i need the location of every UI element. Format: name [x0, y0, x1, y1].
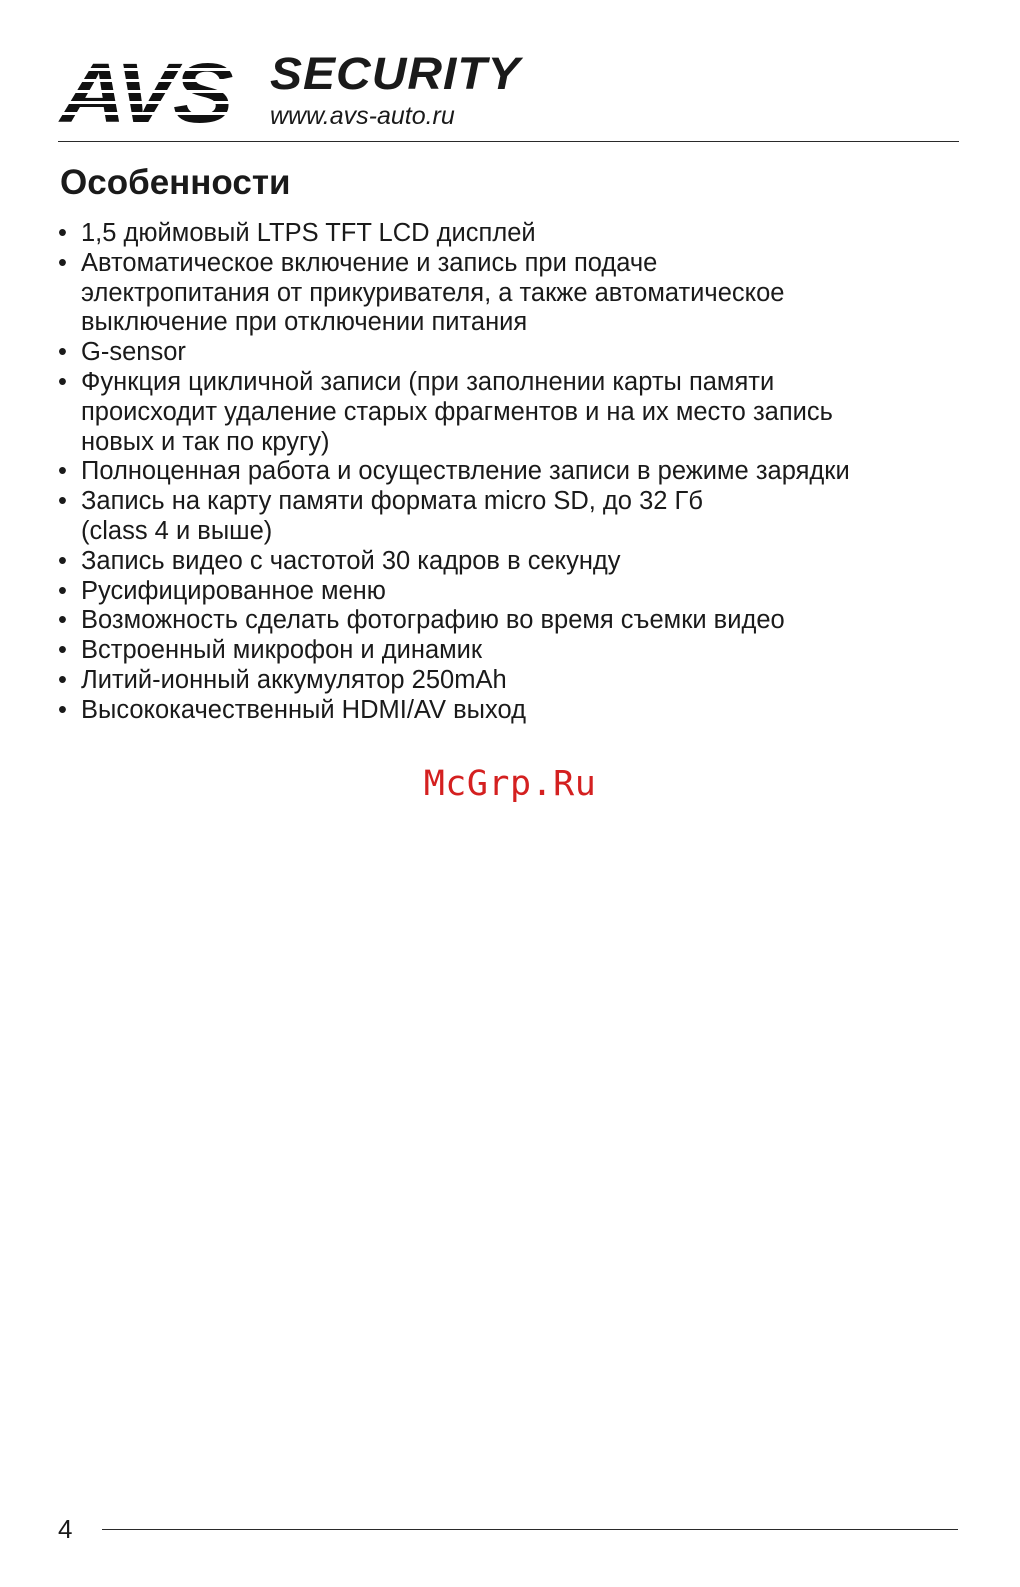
- list-item-text: G-sensor: [81, 338, 186, 367]
- list-item-text: новых и так по кругу): [81, 427, 330, 456]
- header-divider: [58, 141, 959, 142]
- bullet-icon: •: [58, 636, 67, 665]
- list-item: [58, 606, 978, 636]
- list-item-text: Русифицированное меню: [81, 576, 386, 605]
- list-item-text: Автоматическое включение и запись при подаче: [81, 248, 658, 277]
- list-item: [58, 219, 978, 249]
- list-item-text: Запись видео с частотой 30 кадров в секунду: [81, 546, 621, 575]
- bullet-icon: •: [58, 338, 67, 367]
- bullet-icon: •: [58, 457, 67, 486]
- list-item: [58, 368, 978, 457]
- list-item-text: Запись на карту памяти формата micro SD, до 32 Гб: [81, 487, 703, 516]
- list-item-text: Встроенный микрофон и динамик: [81, 636, 483, 665]
- list-item-text: 1,5 дюймовый LTPS TFT LCD дисплей: [81, 219, 536, 247]
- list-item: [58, 249, 978, 338]
- list-item: [58, 457, 978, 487]
- list-item-text: Функция цикличной записи (при заполнении карты памяти: [81, 367, 775, 396]
- list-item-text: Литий-ионный аккумулятор 250mAh: [81, 665, 507, 694]
- list-item-text: выключение при отключении питания: [81, 308, 528, 337]
- bullet-icon: •: [58, 219, 67, 247]
- list-item: [58, 666, 978, 696]
- list-item-text: Высококачественный HDMI/AV выход: [81, 695, 526, 724]
- brand-name: SECURITY: [270, 49, 521, 100]
- list-item-text: электропитания от прикуривателя, а также автоматическое: [81, 278, 785, 307]
- list-item-text: (class 4 и выше): [81, 516, 273, 545]
- page-title: Особенности: [60, 163, 291, 202]
- avs-logo: [58, 52, 258, 132]
- list-item: [58, 696, 978, 726]
- bullet-icon: •: [58, 487, 67, 516]
- watermark: McGrp.Ru: [423, 764, 597, 804]
- list-item: [58, 487, 978, 547]
- bullet-icon: •: [58, 606, 67, 635]
- list-item: [58, 547, 978, 577]
- header: [58, 49, 958, 142]
- website-url: www.avs-auto.ru: [270, 102, 455, 130]
- list-item: [58, 636, 978, 666]
- bullet-icon: •: [58, 248, 67, 277]
- footer-divider: [102, 1529, 958, 1530]
- bullet-icon: •: [58, 576, 67, 605]
- bullet-icon: •: [58, 546, 67, 575]
- list-item-text: Полноценная работа и осуществление записи в режиме зарядки: [81, 457, 850, 486]
- features-list: [58, 219, 978, 726]
- list-item-text: происходит удаление старых фрагментов и на их место запись: [81, 397, 833, 426]
- list-item: [58, 577, 978, 607]
- list-item: [58, 338, 978, 368]
- list-item-text: Возможность сделать фотографию во время съемки видео: [81, 606, 785, 635]
- bullet-icon: •: [58, 367, 67, 396]
- bullet-icon: •: [58, 695, 67, 724]
- bullet-icon: •: [58, 665, 67, 694]
- page-number: 4: [58, 1514, 73, 1544]
